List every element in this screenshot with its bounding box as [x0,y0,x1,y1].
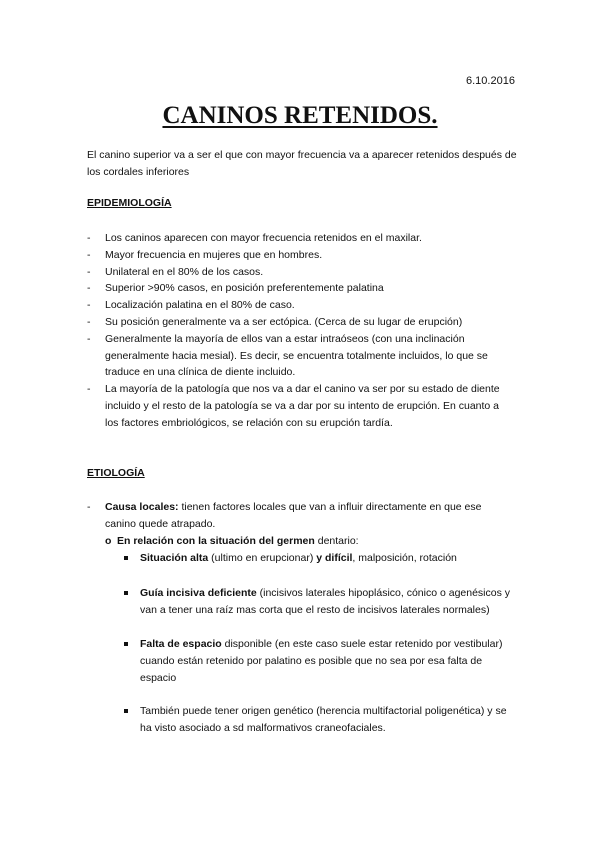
intro-paragraph: El canino superior va a ser el que con mayor frecuencia va a aparecer retenidos después de los cordales inferiores [87,149,517,178]
list-item: - Mayor frecuencia en mujeres que en hombres. [87,247,513,264]
germen-subitem [105,533,515,550]
epidemiologia-heading: EPIDEMIOLOGÍA [87,197,172,209]
list-item: - Generalmente la mayoría de ellos van a estar intraóseos (con una inclinación generalmente hacia mesial). Es decir, se encuentra totalmente incluidos, lo que se traduce en una clínica de diente incluido. [87,331,513,381]
list-item: - Unilateral en el 80% de los casos. [87,264,513,281]
epidemiologia-list [87,230,513,432]
list-item [122,585,518,619]
causa-text: tienen factores locales que van a influir directamente en que ese canino quede atrapado. [105,501,482,530]
list-item: - Los caninos aparecen con mayor frecuencia retenidos en el maxilar. [87,230,513,247]
causa-label: Causa locales: [105,501,179,513]
factor-label: Falta de espacio [140,638,222,650]
factor-text: disponible (en este caso suele estar retenido por vestibular) cuando están retenido por palatino es posible que no sea por esa falta de espacio [140,638,503,684]
factor-mid: (ultimo en erupcionar) [208,552,317,564]
list-item [122,703,518,737]
germen-text: dentario: [314,535,359,547]
document-date: 6.10.2016 [466,75,515,87]
document-title: CANINOS RETENIDOS. [162,102,438,129]
list-item: - Superior >90% casos, en posición preferentemente palatina [87,280,513,297]
factor-list [122,550,518,567]
list-item: - La mayoría de la patología que nos va a dar el canino va ser por su estado de diente incluido y el resto de la patología se va a dar por su intento de erupción. En cuanto a los factores embriológicos, se relación con su erupción tardía. [87,381,513,431]
etiologia-list [87,499,513,533]
factor-label: Guía incisiva deficiente [140,587,257,599]
circle-bullet-marker: o [105,535,112,547]
factor-label: Situación alta [140,552,209,564]
germen-label: En relación con la situación del germen [117,535,315,547]
factor-list [122,636,518,686]
factor-list [122,585,518,619]
factor-text: También puede tener origen genético (herencia multifactorial poligenética) y se ha visto asociado a sd malformativos craneofaciales. [140,705,507,734]
factor-text: , malposición, rotación [352,552,457,564]
factor-text: (incisivos laterales hipoplásico, cónico o agenésicos y van a tener una raíz mas corta que el resto de incisivos laterales normales) [140,587,511,616]
list-item: - Localización palatina en el 80% de caso. [87,297,513,314]
list-item [122,636,518,686]
etiologia-heading: ETIOLOGÍA [87,467,145,479]
factor-label-2: y difícil [316,552,353,564]
list-item [122,550,518,567]
list-item-causa-locales [87,499,513,533]
factor-list [122,703,518,737]
list-item: - Su posición generalmente va a ser ectópica. (Cerca de su lugar de erupción) [87,314,513,331]
